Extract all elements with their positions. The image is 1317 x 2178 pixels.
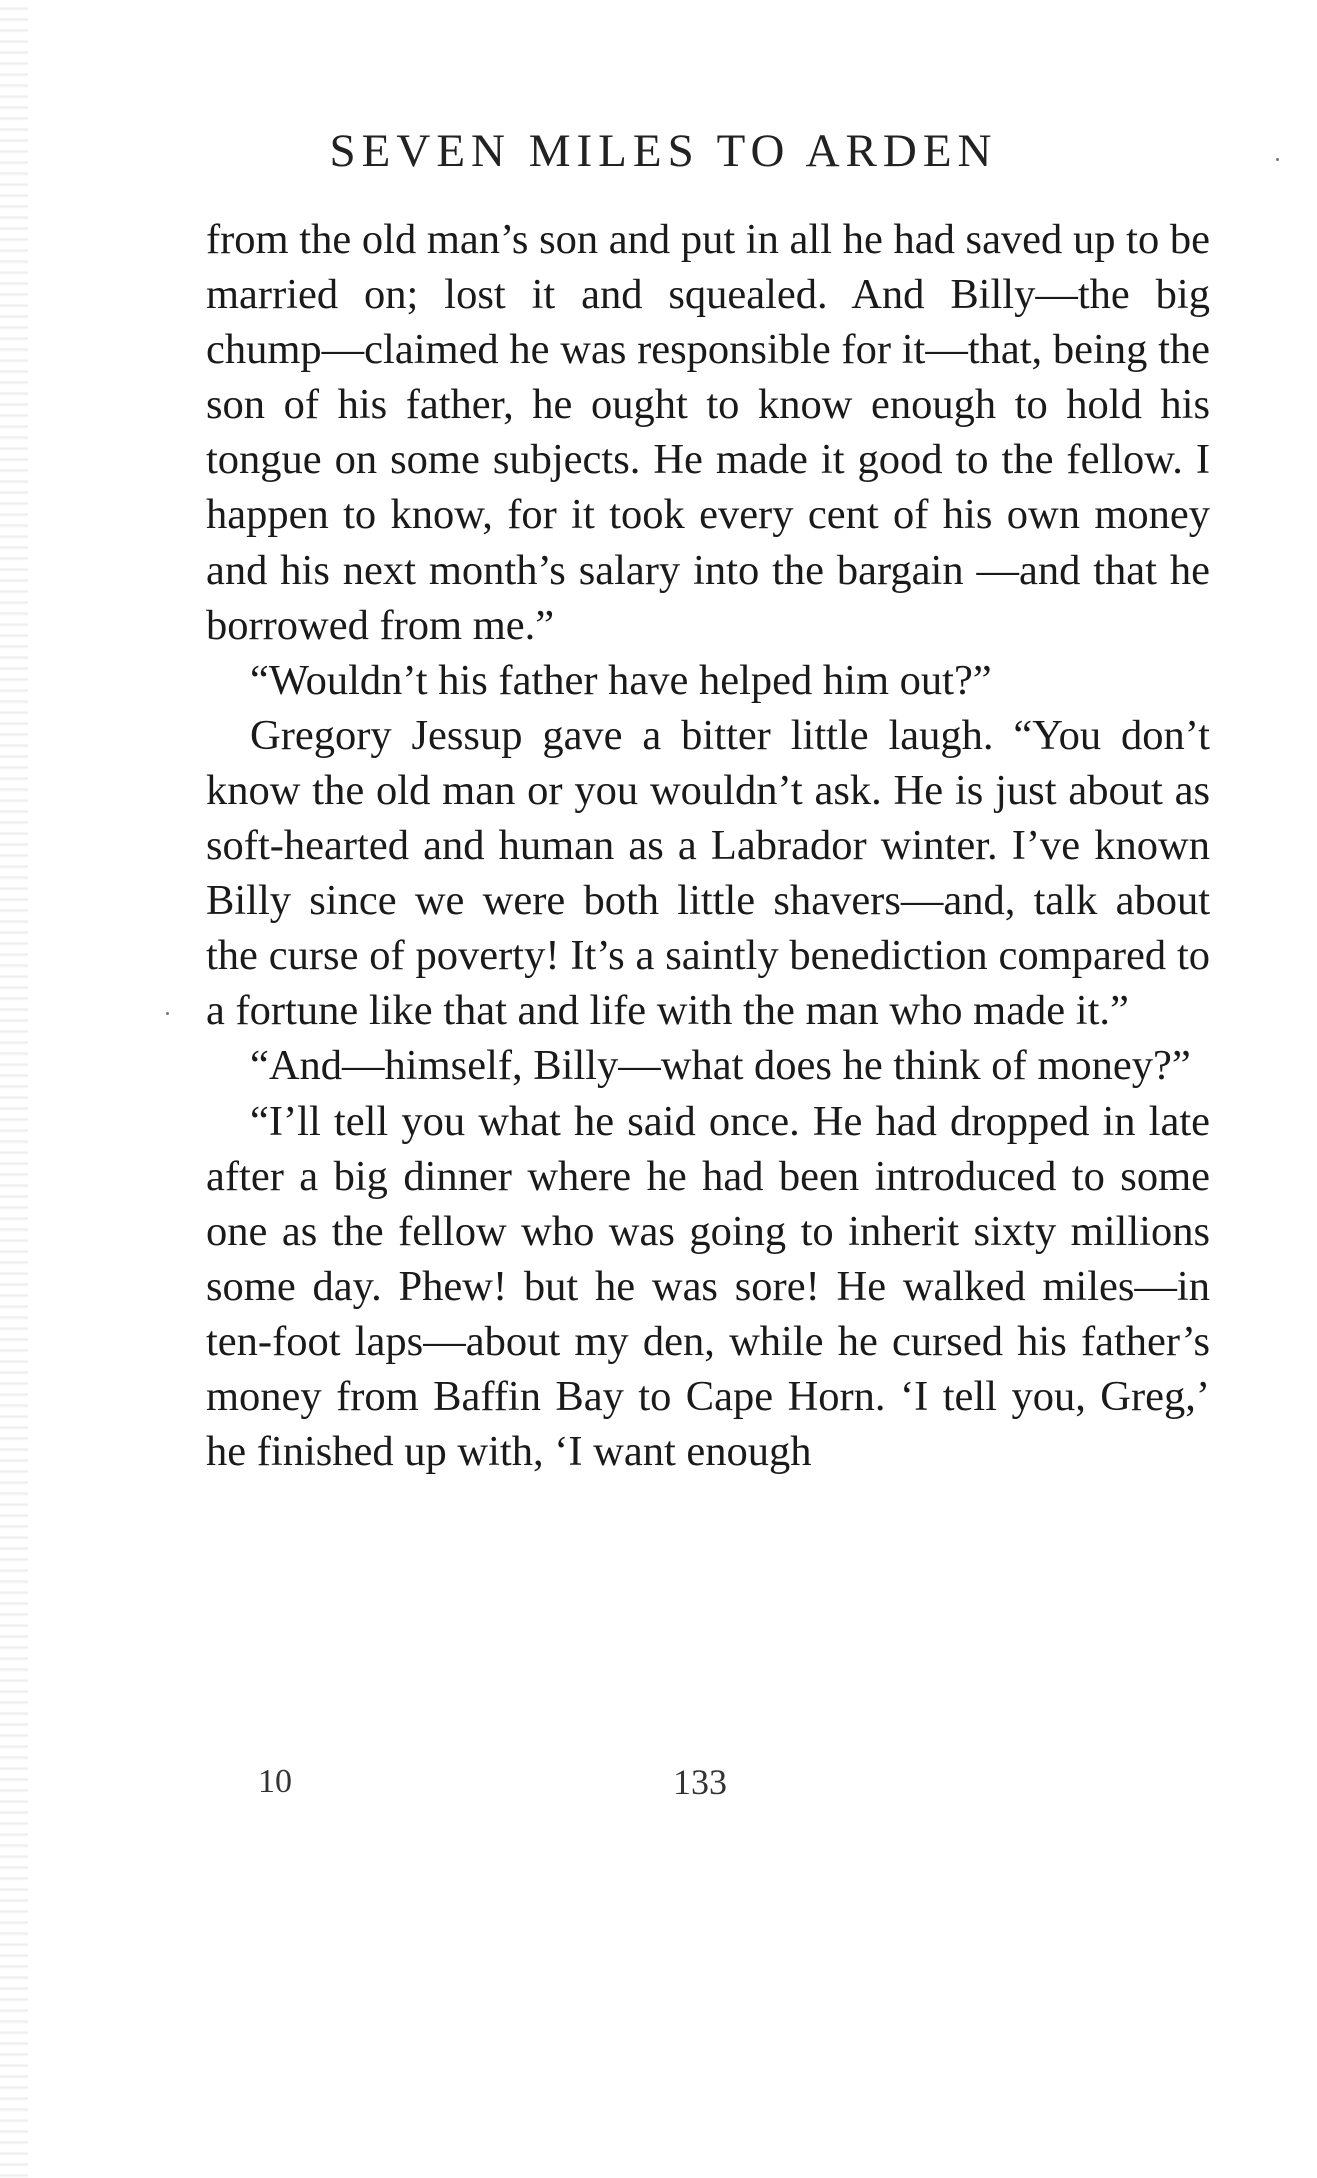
paragraph-1: from the old man’s son and put in all he had saved up to be married on; lost it and squealed. And Billy—the big chump—claimed he was responsible for it—that, being the son of his father, he ought to know enough to hold his tongue on some subjects. He made it good to the fellow. I happen to know, for it took every cent of his own money and his next month’s salary into the bargain —and that he borrowed from me.” <box>206 216 1210 649</box>
paragraph-3: Gregory Jessup gave a bitter little laugh. “You don’t know the old man or you wouldn’t ask. He is just about as soft-hearted and human as a Labrador winter. I’ve known Billy since we were both little shavers—and, talk about the curse of poverty! It’s a saintly benediction compared to a fortune like that and life with the man who made it.” <box>206 711 1210 1035</box>
paragraph-5: “I’ll tell you what he said once. He had dropped in late after a big dinner where he had been introduced to some one as the fellow who was going to inherit sixty millions some day. Phew! but he was sore! He walked miles—in ten-foot laps—about my den, while he cursed his father’s money from Baffin Bay to Cape Horn. ‘I tell you, Greg,’ he finished up with, ‘I want enough <box>206 1097 1210 1476</box>
print-speck <box>166 1012 169 1015</box>
page-gutter-edge <box>0 0 28 2178</box>
body-text <box>206 212 1210 1479</box>
print-speck <box>1276 158 1279 161</box>
signature-mark: 10 <box>258 1763 292 1800</box>
paragraph-4: “And—himself, Billy—what does he think of money?” <box>250 1042 1191 1090</box>
running-head-title: SEVEN MILES TO ARDEN <box>329 125 998 177</box>
page-number: 133 <box>673 1762 727 1802</box>
paragraph-2: “Wouldn’t his father have helped him out?” <box>250 656 992 704</box>
